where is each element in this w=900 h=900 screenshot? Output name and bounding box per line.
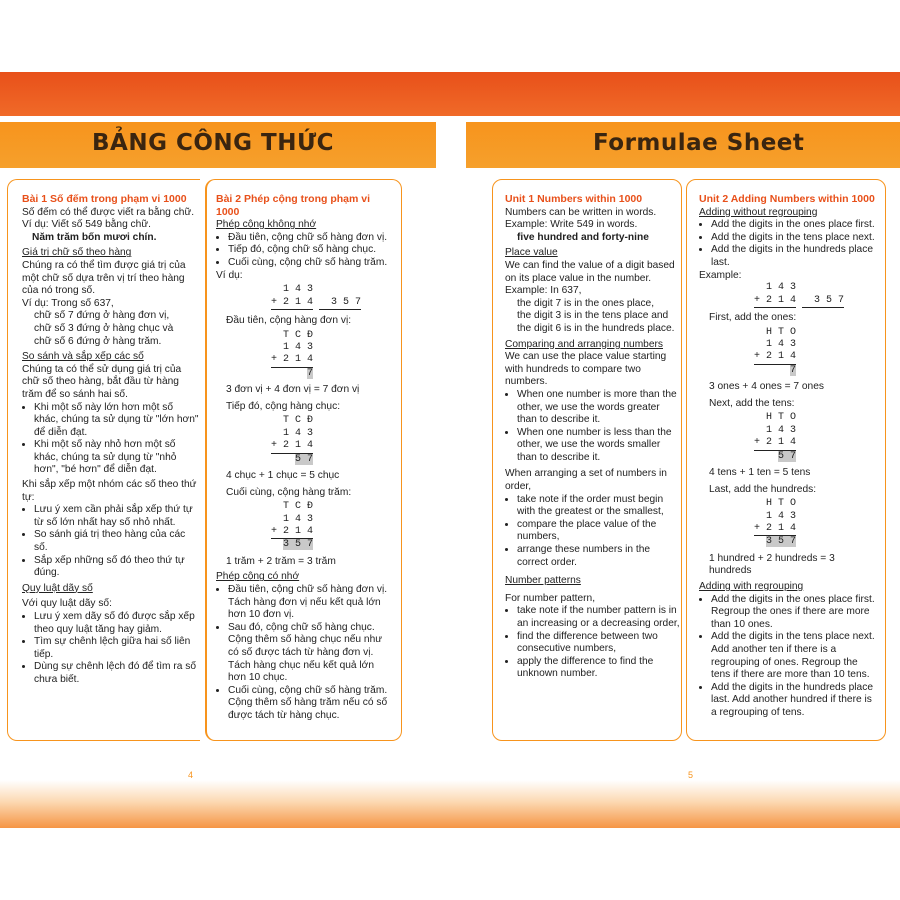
result-digits: 3 5 7 bbox=[283, 539, 314, 551]
bullet-item: • Sau đó, cộng chữ số hàng chục. Cộng thêm số hàng chục nếu như có số được tách từ hàng đơn vị. Tách hàng chục nếu kết quả lớn hơn 10 chục. bbox=[228, 622, 394, 685]
bullet-item: • take note if the order must begin with the greatest or the smallest, bbox=[517, 494, 681, 519]
bullet-item: • Khi một số này lớn hơn một số khác, chúng ta sử dụng từ "lớn hơn" để diễn đạt. bbox=[34, 402, 200, 440]
bullet-item: • Dùng sự chênh lệch đó để tìm ra số chưa biết. bbox=[34, 661, 200, 686]
addend: 1 4 3 bbox=[766, 338, 797, 350]
column-unit-2 bbox=[699, 193, 879, 720]
text-line: Cuối cùng, cộng hàng trăm: bbox=[226, 486, 352, 498]
text-line: Ví dụ: Trong số 637, bbox=[22, 297, 114, 309]
subheading: Phép cộng có nhớ bbox=[216, 571, 300, 583]
column-header: T C Đ bbox=[283, 501, 314, 513]
bullet-item: • arrange these numbers in the correct order. bbox=[517, 544, 681, 569]
addition-tens bbox=[754, 412, 879, 463]
text-line: Numbers can be written in words. bbox=[505, 206, 657, 218]
text-line: 1 trăm + 2 trăm = 3 trăm bbox=[226, 555, 336, 567]
bullet-item: • compare the place value of the numbers, bbox=[517, 519, 681, 544]
page-title-vi: BẢNG CÔNG THỨC bbox=[92, 130, 335, 156]
bullet-item: • Khi một số này nhỏ hơn một số khác, chúng ta sử dụng từ "nhỏ hơn", "bé hơn" để diễn đạt. bbox=[34, 439, 200, 477]
result-digits: 5 7 bbox=[295, 453, 314, 465]
subheading: Phép cộng không nhớ bbox=[216, 219, 317, 231]
text-line: Số đếm có thể được viết ra bằng chữ. bbox=[22, 206, 195, 218]
text-line: Ví dụ: Viết số 549 bằng chữ. bbox=[22, 219, 151, 231]
bullet-item: • Tiếp đó, cộng chữ số hàng chục. bbox=[228, 244, 394, 257]
text-line: the digit 7 is in the ones place, bbox=[517, 297, 655, 309]
subheading: Number patterns bbox=[505, 575, 581, 587]
bullet-item: • Cuối cùng, cộng chữ số hàng trăm. Cộng thêm số hàng trăm nếu có số được tách từ hàng chục. bbox=[228, 685, 394, 723]
column-header: H T O bbox=[766, 412, 797, 424]
text-line: Example: In 637, bbox=[505, 285, 582, 297]
bullet-item: • Lưu ý xem cần phải sắp xếp thứ tự từ số lớn nhất hay số nhỏ nhất. bbox=[34, 504, 200, 529]
text-line: Với quy luật dãy số: bbox=[22, 598, 112, 610]
text-paragraph: Chúng ra có thể tìm được giá trị của một chữ số dựa trên vị trí theo hàng của nó trong số. bbox=[22, 259, 186, 297]
bullet-item: • Đầu tiên, cộng chữ số hàng đơn vị. Tách hàng đơn vị nếu kết quả lớn hơn 10 đơn vị. bbox=[228, 584, 394, 622]
text-paragraph: Chúng ta có thể sử dụng giá trị của chữ số theo hàng, bắt đầu từ hàng trăm để so sánh hai số. bbox=[22, 363, 182, 400]
section-heading: Unit 1 Numbers within 1000 bbox=[505, 193, 643, 205]
addend: + 2 1 4 bbox=[271, 354, 313, 367]
addition-hundreds bbox=[754, 498, 879, 549]
addend: + 2 1 4 bbox=[754, 351, 796, 364]
result-digits: 3 5 7 bbox=[766, 536, 797, 548]
bullet-item: • Add the digits in the tens place next. bbox=[711, 232, 879, 245]
text-line: Tiếp đó, cộng hàng chục: bbox=[226, 400, 341, 412]
result-digit: 7 bbox=[307, 367, 314, 379]
addition-example bbox=[754, 282, 879, 308]
text-line: For number pattern, bbox=[505, 592, 596, 604]
subheading: Comparing and arranging numbers bbox=[505, 338, 663, 350]
addition-ones bbox=[754, 327, 879, 378]
addend: + 2 1 4 bbox=[754, 523, 796, 536]
column-header: T C Đ bbox=[283, 329, 314, 341]
column-header: H T O bbox=[766, 326, 797, 338]
bullet-item: • Lưu ý xem dãy số đó được sắp xếp theo quy luật tăng hay giảm. bbox=[34, 611, 200, 636]
text-paragraph: We can find the value of a digit based on its place value in the number. bbox=[505, 259, 675, 284]
text-line: Next, add the tens: bbox=[709, 397, 795, 409]
text-line: Last, add the hundreds: bbox=[709, 483, 817, 495]
column-header: H T O bbox=[766, 498, 797, 510]
text-line: chữ số 3 đứng ở hàng chục và bbox=[34, 322, 174, 334]
column-header: T C Đ bbox=[283, 415, 314, 427]
text-line: chữ số 7 đứng ở hàng đơn vị, bbox=[34, 310, 170, 322]
text-line: Ví dụ: bbox=[216, 269, 243, 281]
section-heading: Bài 1 Số đếm trong phạm vi 1000 bbox=[22, 193, 187, 205]
subheading: Adding with regrouping bbox=[699, 581, 804, 592]
bullet-item: • Add the digits in the hundreds place last. bbox=[711, 244, 879, 269]
addend: 1 4 3 bbox=[283, 513, 314, 525]
addend: 1 4 3 bbox=[283, 427, 314, 439]
addend: + 2 1 4 bbox=[271, 526, 313, 539]
bullet-item: • Add the digits in the tens place next. Add another ten if there is a regrouping of ones. Regroup the tens if there are more than 10 tens. bbox=[711, 631, 879, 681]
subheading: Place value bbox=[505, 247, 558, 259]
bullet-item: • Add the digits in the hundreds place last. Add another hundred if there is a regrouping of tens. bbox=[711, 682, 879, 720]
text-line: 3 đơn vị + 4 đơn vị = 7 đơn vị bbox=[226, 384, 360, 396]
addend: 1 4 3 bbox=[283, 284, 314, 296]
page-number-right: 5 bbox=[688, 770, 694, 780]
result-digit: 7 bbox=[790, 364, 797, 376]
column-bai-2 bbox=[216, 193, 394, 723]
text-line: 1 hundred + 2 hundreds = 3 hundreds bbox=[709, 552, 835, 577]
bullet-item: • So sánh giá trị theo hàng của các số. bbox=[34, 529, 200, 554]
bullet-item: • Add the digits in the ones place first. bbox=[711, 219, 879, 232]
bullet-item: • Sắp xếp những số đó theo thứ tự đúng. bbox=[34, 555, 200, 580]
text-line: 3 ones + 4 ones = 7 ones bbox=[709, 381, 824, 393]
bullet-item: • Add the digits in the ones place first. Regroup the ones if there are more than 10 ones. bbox=[711, 594, 879, 632]
bullet-item: • When one number is less than the other, we use the words smaller than to describe it. bbox=[517, 427, 681, 465]
sum: 3 5 7 bbox=[802, 295, 844, 308]
text-line: the digit 3 is in the tens place and bbox=[517, 310, 669, 322]
text-line: Example: bbox=[699, 269, 742, 281]
bullet-item: • Cuối cùng, cộng chữ số hàng trăm. bbox=[228, 257, 394, 270]
text-paragraph: Khi sắp xếp một nhóm các số theo thứ tự: bbox=[22, 479, 197, 503]
top-color-band bbox=[0, 72, 900, 116]
subheading: Giá trị chữ số theo hàng bbox=[22, 247, 132, 259]
addition-example bbox=[271, 284, 394, 310]
addend: + 2 1 4 bbox=[754, 295, 796, 308]
bullet-item: • find the difference between two consecutive numbers, bbox=[517, 631, 681, 656]
text-line: chữ số 6 đứng ở hàng trăm. bbox=[34, 335, 162, 347]
page-title-en: Formulae Sheet bbox=[593, 130, 805, 156]
bullet-item: • When one number is more than the other, we use the words greater than to describe it. bbox=[517, 389, 681, 427]
addend: 1 4 3 bbox=[766, 510, 797, 522]
text-line: 4 chục + 1 chục = 5 chục bbox=[226, 470, 340, 481]
result-digits: 5 7 bbox=[778, 450, 797, 462]
addend: + 2 1 4 bbox=[271, 297, 313, 310]
page-number-left: 4 bbox=[188, 770, 194, 780]
column-unit-1 bbox=[505, 193, 681, 681]
section-heading: Unit 2 Adding Numbers within 1000 bbox=[699, 193, 875, 205]
text-line: Example: Write 549 in words. bbox=[505, 219, 638, 231]
column-bai-1 bbox=[22, 193, 200, 687]
text-line: Đầu tiên, cộng hàng đơn vị: bbox=[226, 314, 352, 326]
addend: 1 4 3 bbox=[766, 282, 797, 294]
addition-tens bbox=[271, 415, 394, 466]
subheading: So sánh và sắp xếp các số bbox=[22, 351, 144, 363]
text-line: Năm trăm bốn mươi chín. bbox=[32, 231, 157, 243]
addend: + 2 1 4 bbox=[754, 437, 796, 450]
addend: + 2 1 4 bbox=[271, 440, 313, 453]
text-line: five hundred and forty-nine bbox=[517, 231, 649, 243]
text-paragraph: We can use the place value starting with hundreds to compare two numbers. bbox=[505, 351, 667, 388]
addend: 1 4 3 bbox=[766, 424, 797, 436]
text-line: First, add the ones: bbox=[709, 311, 797, 323]
subheading: Quy luật dãy số bbox=[22, 582, 93, 594]
bullet-item: • take note if the number pattern is in an increasing or a decreasing order, bbox=[517, 605, 681, 630]
subheading: Adding without regrouping bbox=[699, 206, 818, 218]
footer-gradient bbox=[0, 780, 900, 828]
bullet-item: • apply the difference to find the unknown number. bbox=[517, 656, 681, 681]
sum: 3 5 7 bbox=[319, 297, 361, 310]
text-line: When arranging a set of numbers in order, bbox=[505, 468, 667, 493]
section-heading: Bài 2 Phép cộng trong phạm vi 1000 bbox=[216, 193, 371, 218]
bullet-item: • Tìm sự chênh lệch giữa hai số liên tiếp. bbox=[34, 636, 200, 661]
addition-hundreds bbox=[271, 501, 394, 552]
text-line: 4 tens + 1 ten = 5 tens bbox=[709, 467, 811, 478]
bullet-item: • Đầu tiên, cộng chữ số hàng đơn vị. bbox=[228, 232, 394, 245]
addend: 1 4 3 bbox=[283, 341, 314, 353]
text-line: the digit 6 is in the hundreds place. bbox=[517, 322, 675, 334]
addition-ones bbox=[271, 330, 394, 381]
